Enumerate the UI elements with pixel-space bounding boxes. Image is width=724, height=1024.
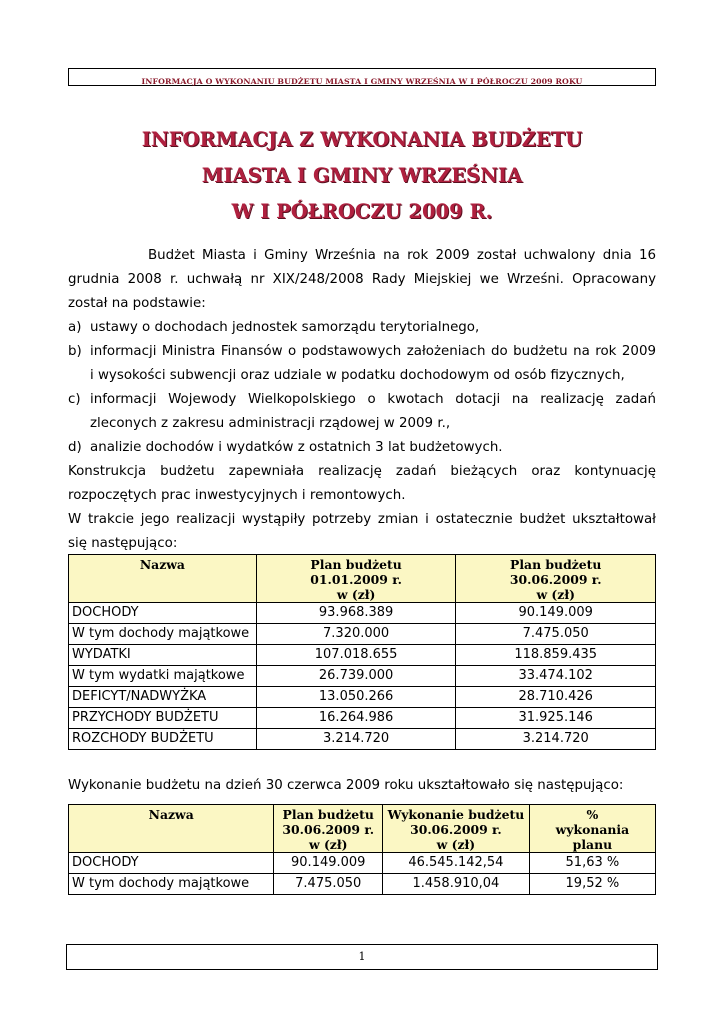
list-item (68, 340, 656, 388)
table-row (69, 708, 656, 729)
column-header-percent: % wykonania planu (529, 805, 655, 853)
table-row (69, 603, 656, 624)
list-marker: b) (68, 344, 82, 359)
cell-value: 16.264.986 (256, 708, 456, 729)
list-marker: d) (68, 440, 82, 455)
title-line-3: W I PÓŁROCZU 2009 R. (231, 200, 493, 223)
title-line-1: INFORMACJA Z WYKONANIA BUDŻETU (141, 128, 583, 151)
row-label: W tym dochody majątkowe (69, 624, 257, 645)
list-item-text: zleconych z zakresu administracji rządowej w 2009 r., (90, 416, 451, 431)
table2-caption: Wykonanie budżetu na dzień 30 czerwca 2009 roku ukształtowało się następująco: (68, 778, 624, 793)
list-item (68, 388, 656, 436)
cell-value: 19,52 % (529, 874, 655, 895)
column-header-plan-updated: Plan budżetu 30.06.2009 r. w (zł) (456, 555, 656, 603)
paragraph-line: rozpoczętych prac inwestycyjnych i remontowych. (68, 488, 406, 503)
column-header-execution: Wykonanie budżetu 30.06.2009 r. w (zł) (383, 805, 530, 853)
paragraph-line: został na podstawie: (68, 296, 206, 311)
cell-value: 13.050.266 (256, 687, 456, 708)
list-item-text: ustawy o dochodach jednostek samorządu terytorialnego, (90, 320, 480, 335)
list-item (68, 436, 656, 460)
paragraph-line: się następująco: (68, 536, 178, 551)
row-label: PRZYCHODY BUDŻETU (69, 708, 257, 729)
cell-value: 118.859.435 (456, 645, 656, 666)
title-line-2: MIASTA I GMINY WRZEŚNIA (201, 164, 523, 187)
column-header-plan: Plan budżetu 30.06.2009 r. w (zł) (274, 805, 383, 853)
cell-value: 90.149.009 (274, 853, 383, 874)
running-header (68, 68, 656, 86)
row-label: DOCHODY (69, 853, 274, 874)
column-header-name: Nazwa (69, 805, 274, 853)
list-item-text: informacji Wojewody Wielkopolskiego o kwotach dotacji na realizację zadań (90, 392, 656, 407)
cell-value: 7.475.050 (274, 874, 383, 895)
paragraph-line: Konstrukcja budżetu zapewniała realizację zadań bieżących oraz kontynuację (68, 464, 656, 479)
cell-value: 7.475.050 (456, 624, 656, 645)
page-number: 1 (358, 950, 366, 963)
document-body (68, 244, 656, 556)
table-row (69, 874, 656, 895)
cell-value: 90.149.009 (456, 603, 656, 624)
cell-value: 26.739.000 (256, 666, 456, 687)
list-item-text: informacji Ministra Finansów o podstawowych założeniach do budżetu na rok 2009 (90, 344, 656, 359)
list-marker: a) (68, 320, 82, 335)
paragraph-line: W trakcie jego realizacji wystąpiły potrzeby zmian i ostatecznie budżet ukształtował (68, 512, 656, 527)
row-label: DEFICYT/NADWYŻKA (69, 687, 257, 708)
running-header-text: INFORMACJA O WYKONANIU BUDŻETU MIASTA I GMINY WRZEŚNIA W I PÓŁROCZU 2009 ROKU (141, 77, 583, 86)
row-label: WYDATKI (69, 645, 257, 666)
list-item (68, 316, 656, 340)
column-header-name: Nazwa (69, 555, 257, 603)
cell-value: 28.710.426 (456, 687, 656, 708)
table-row (69, 853, 656, 874)
cell-value: 93.968.389 (256, 603, 456, 624)
table-row (69, 687, 656, 708)
column-header-plan-initial: Plan budżetu 01.01.2009 r. w (zł) (256, 555, 456, 603)
table-header-row (69, 805, 656, 853)
cell-value: 3.214.720 (256, 729, 456, 750)
row-label: ROZCHODY BUDŻETU (69, 729, 257, 750)
document-title (68, 122, 656, 230)
table-row (69, 645, 656, 666)
cell-value: 51,63 % (529, 853, 655, 874)
row-label: DOCHODY (69, 603, 257, 624)
cell-value: 33.474.102 (456, 666, 656, 687)
list-item-text: i wysokości subwencji oraz udziale w podatku dochodowym od osób fizycznych, (90, 368, 625, 383)
table-row (69, 624, 656, 645)
list-item-text: analizie dochodów i wydatków z ostatnich 3 lat budżetowych. (90, 440, 503, 455)
cell-value: 3.214.720 (456, 729, 656, 750)
page-footer (66, 944, 658, 970)
table-row (69, 729, 656, 750)
budget-execution-table (68, 804, 656, 895)
row-label: W tym wydatki majątkowe (69, 666, 257, 687)
cell-value: 31.925.146 (456, 708, 656, 729)
table-header-row (69, 555, 656, 603)
table-row (69, 666, 656, 687)
cell-value: 46.545.142,54 (383, 853, 530, 874)
paragraph-line: grudnia 2008 r. uchwałą nr XIX/248/2008 Rady Miejskiej we Wrześni. Opracowany (68, 272, 656, 287)
paragraph-line: Budżet Miasta i Gminy Września na rok 2009 został uchwalony dnia 16 (148, 248, 656, 263)
row-label: W tym dochody majątkowe (69, 874, 274, 895)
cell-value: 1.458.910,04 (383, 874, 530, 895)
cell-value: 107.018.655 (256, 645, 456, 666)
budget-plan-table (68, 554, 656, 750)
list-marker: c) (68, 392, 81, 407)
cell-value: 7.320.000 (256, 624, 456, 645)
